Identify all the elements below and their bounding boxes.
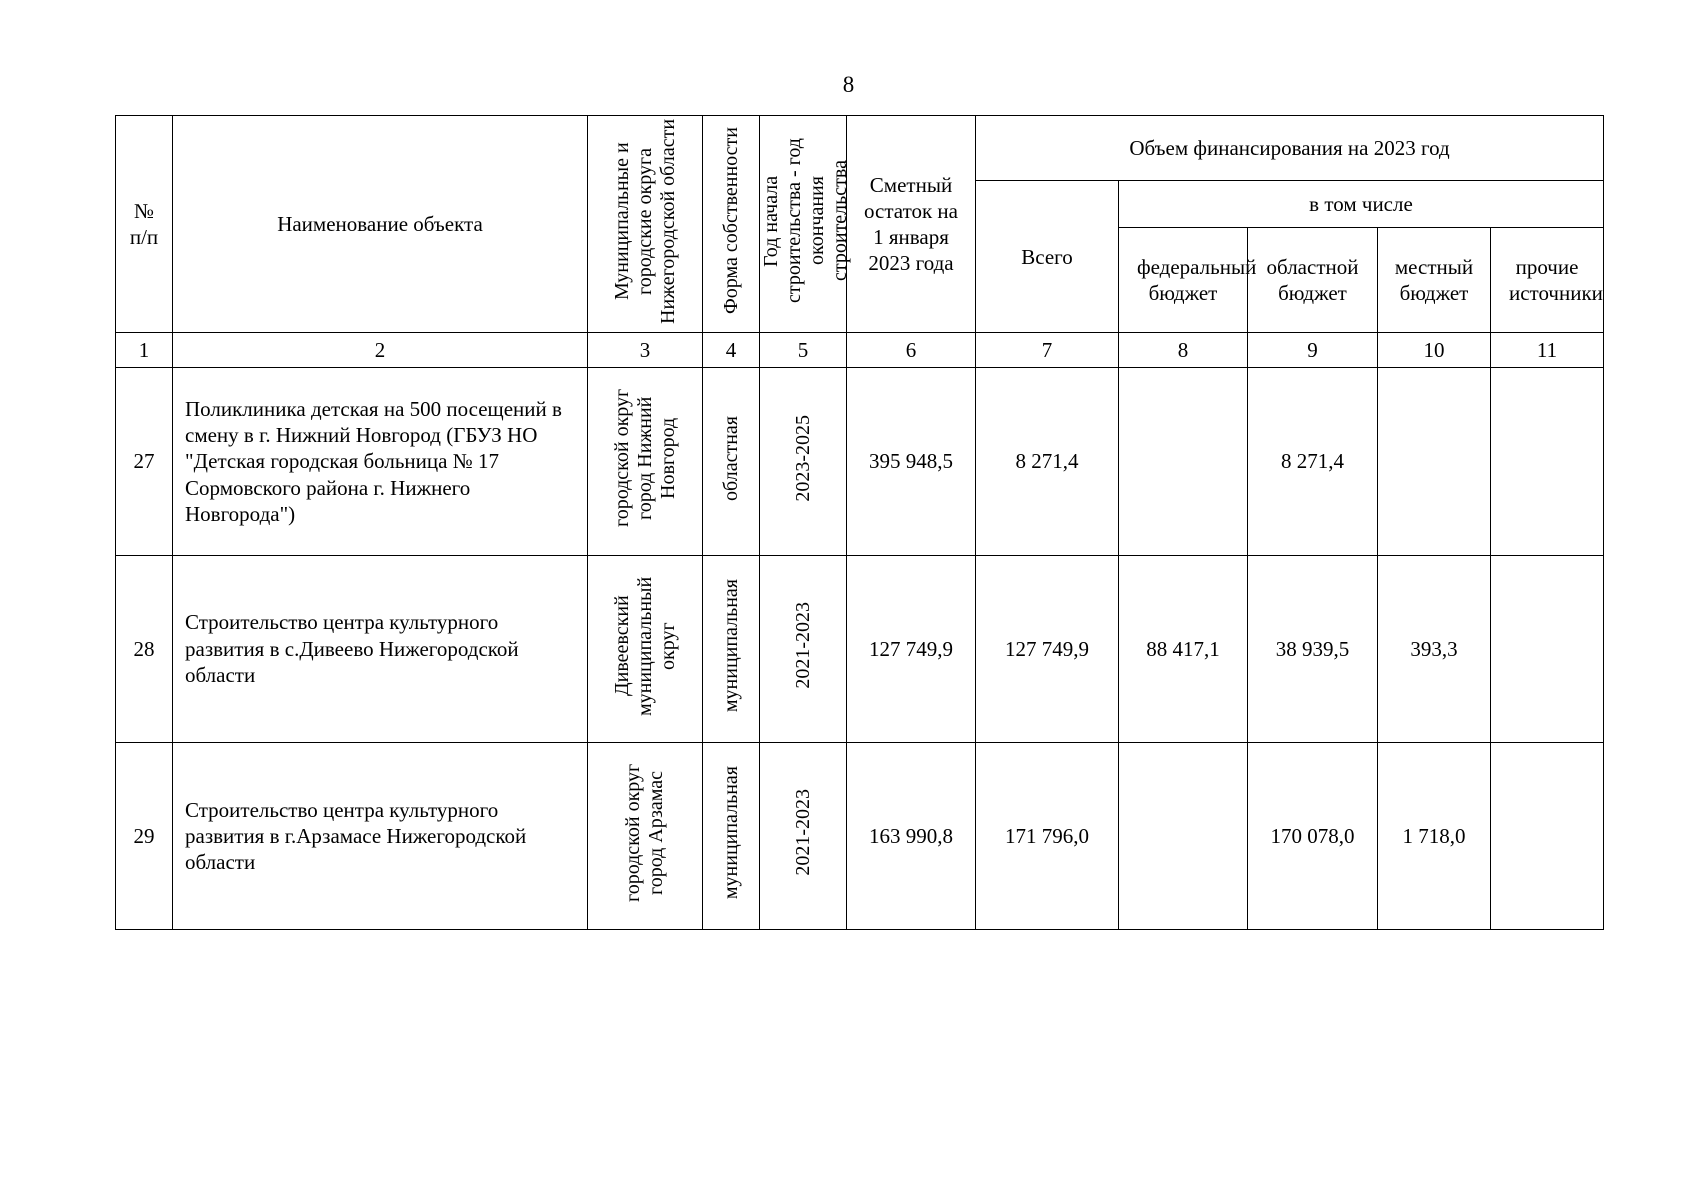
row-num: 27 bbox=[116, 368, 173, 555]
row-years: 2021-2023 bbox=[791, 789, 814, 877]
header-total: Всего bbox=[976, 181, 1119, 333]
column-number: 9 bbox=[1248, 333, 1378, 368]
row-estimate: 127 749,9 bbox=[847, 555, 976, 742]
column-number: 1 bbox=[116, 333, 173, 368]
row-ownership-cell bbox=[703, 368, 760, 555]
row-local: 393,3 bbox=[1378, 555, 1491, 742]
row-years-cell bbox=[760, 555, 847, 742]
row-municipality: городской округ город Арзамас bbox=[622, 763, 667, 902]
header-num: № п/п bbox=[116, 116, 173, 333]
header-municipality-cell bbox=[588, 116, 703, 333]
row-municipality-cell bbox=[588, 368, 703, 555]
header-years-cell bbox=[760, 116, 851, 333]
row-name: Поликлиника детская на 500 посещений в смену в г. Нижний Новгород (ГБУЗ НО "Детская городская больница № 17 Сормовского района г. Нижнего Новгорода") bbox=[173, 368, 588, 555]
row-years-cell bbox=[760, 742, 847, 929]
row-other bbox=[1491, 368, 1604, 555]
header-financing: Объем финансирования на 2023 год bbox=[976, 116, 1604, 181]
row-federal: 88 417,1 bbox=[1119, 555, 1248, 742]
row-ownership: областная bbox=[719, 415, 742, 501]
header-local: местный бюджет bbox=[1378, 228, 1491, 333]
column-number: 10 bbox=[1378, 333, 1491, 368]
row-years: 2023-2025 bbox=[791, 414, 814, 502]
header-including: в том числе bbox=[1119, 181, 1604, 228]
row-ownership: муниципальная bbox=[719, 766, 742, 900]
row-name: Строительство центра культурного развития в с.Дивеево Нижегородской области bbox=[173, 555, 588, 742]
header-other: прочие источники bbox=[1491, 228, 1604, 333]
row-regional: 170 078,0 bbox=[1248, 742, 1378, 929]
row-local: 1 718,0 bbox=[1378, 742, 1491, 929]
row-other bbox=[1491, 742, 1604, 929]
header-years: Год начала строительства - год окончания строительства bbox=[760, 138, 851, 304]
table-row bbox=[116, 368, 1604, 555]
row-num: 29 bbox=[116, 742, 173, 929]
row-name: Строительство центра культурного развития в г.Арзамасе Нижегородской области bbox=[173, 742, 588, 929]
row-federal bbox=[1119, 368, 1248, 555]
row-num: 28 bbox=[116, 555, 173, 742]
financing-table bbox=[115, 115, 1604, 930]
row-municipality: Дивеевский муниципальный округ bbox=[610, 575, 679, 716]
row-local bbox=[1378, 368, 1491, 555]
row-years: 2021-2023 bbox=[791, 602, 814, 689]
header-ownership-cell bbox=[703, 116, 760, 333]
row-years-cell bbox=[760, 368, 847, 555]
header-name: Наименование объекта bbox=[173, 116, 588, 333]
column-number: 11 bbox=[1491, 333, 1604, 368]
row-federal bbox=[1119, 742, 1248, 929]
row-municipality-cell bbox=[588, 742, 703, 929]
row-regional: 38 939,5 bbox=[1248, 555, 1378, 742]
row-municipality-cell bbox=[588, 555, 703, 742]
row-estimate: 395 948,5 bbox=[847, 368, 976, 555]
table-row bbox=[116, 742, 1604, 929]
header-federal: федеральный бюджет bbox=[1119, 228, 1248, 333]
row-total: 171 796,0 bbox=[976, 742, 1119, 929]
column-number-row bbox=[116, 333, 1604, 368]
row-municipality: городской округ город Нижний Новгород bbox=[610, 389, 679, 528]
row-total: 8 271,4 bbox=[976, 368, 1119, 555]
header-ownership: Форма собственности bbox=[719, 127, 742, 315]
column-number: 7 bbox=[976, 333, 1119, 368]
header-regional: областной бюджет bbox=[1248, 228, 1378, 333]
column-number: 5 bbox=[760, 333, 847, 368]
row-ownership-cell bbox=[703, 742, 760, 929]
header-municipality: Муниципальные и городские округа Нижегородской области bbox=[610, 118, 679, 324]
column-number: 8 bbox=[1119, 333, 1248, 368]
row-ownership-cell bbox=[703, 555, 760, 742]
row-total: 127 749,9 bbox=[976, 555, 1119, 742]
column-number: 4 bbox=[703, 333, 760, 368]
row-ownership: муниципальная bbox=[719, 578, 742, 713]
row-other bbox=[1491, 555, 1604, 742]
column-number: 6 bbox=[847, 333, 976, 368]
page-number: 8 bbox=[842, 72, 855, 97]
header-estimate: Сметный остаток на 1 января 2023 года bbox=[847, 116, 976, 333]
column-number: 3 bbox=[588, 333, 703, 368]
row-regional: 8 271,4 bbox=[1248, 368, 1378, 555]
row-estimate: 163 990,8 bbox=[847, 742, 976, 929]
table-row bbox=[116, 555, 1604, 742]
column-number: 2 bbox=[173, 333, 588, 368]
